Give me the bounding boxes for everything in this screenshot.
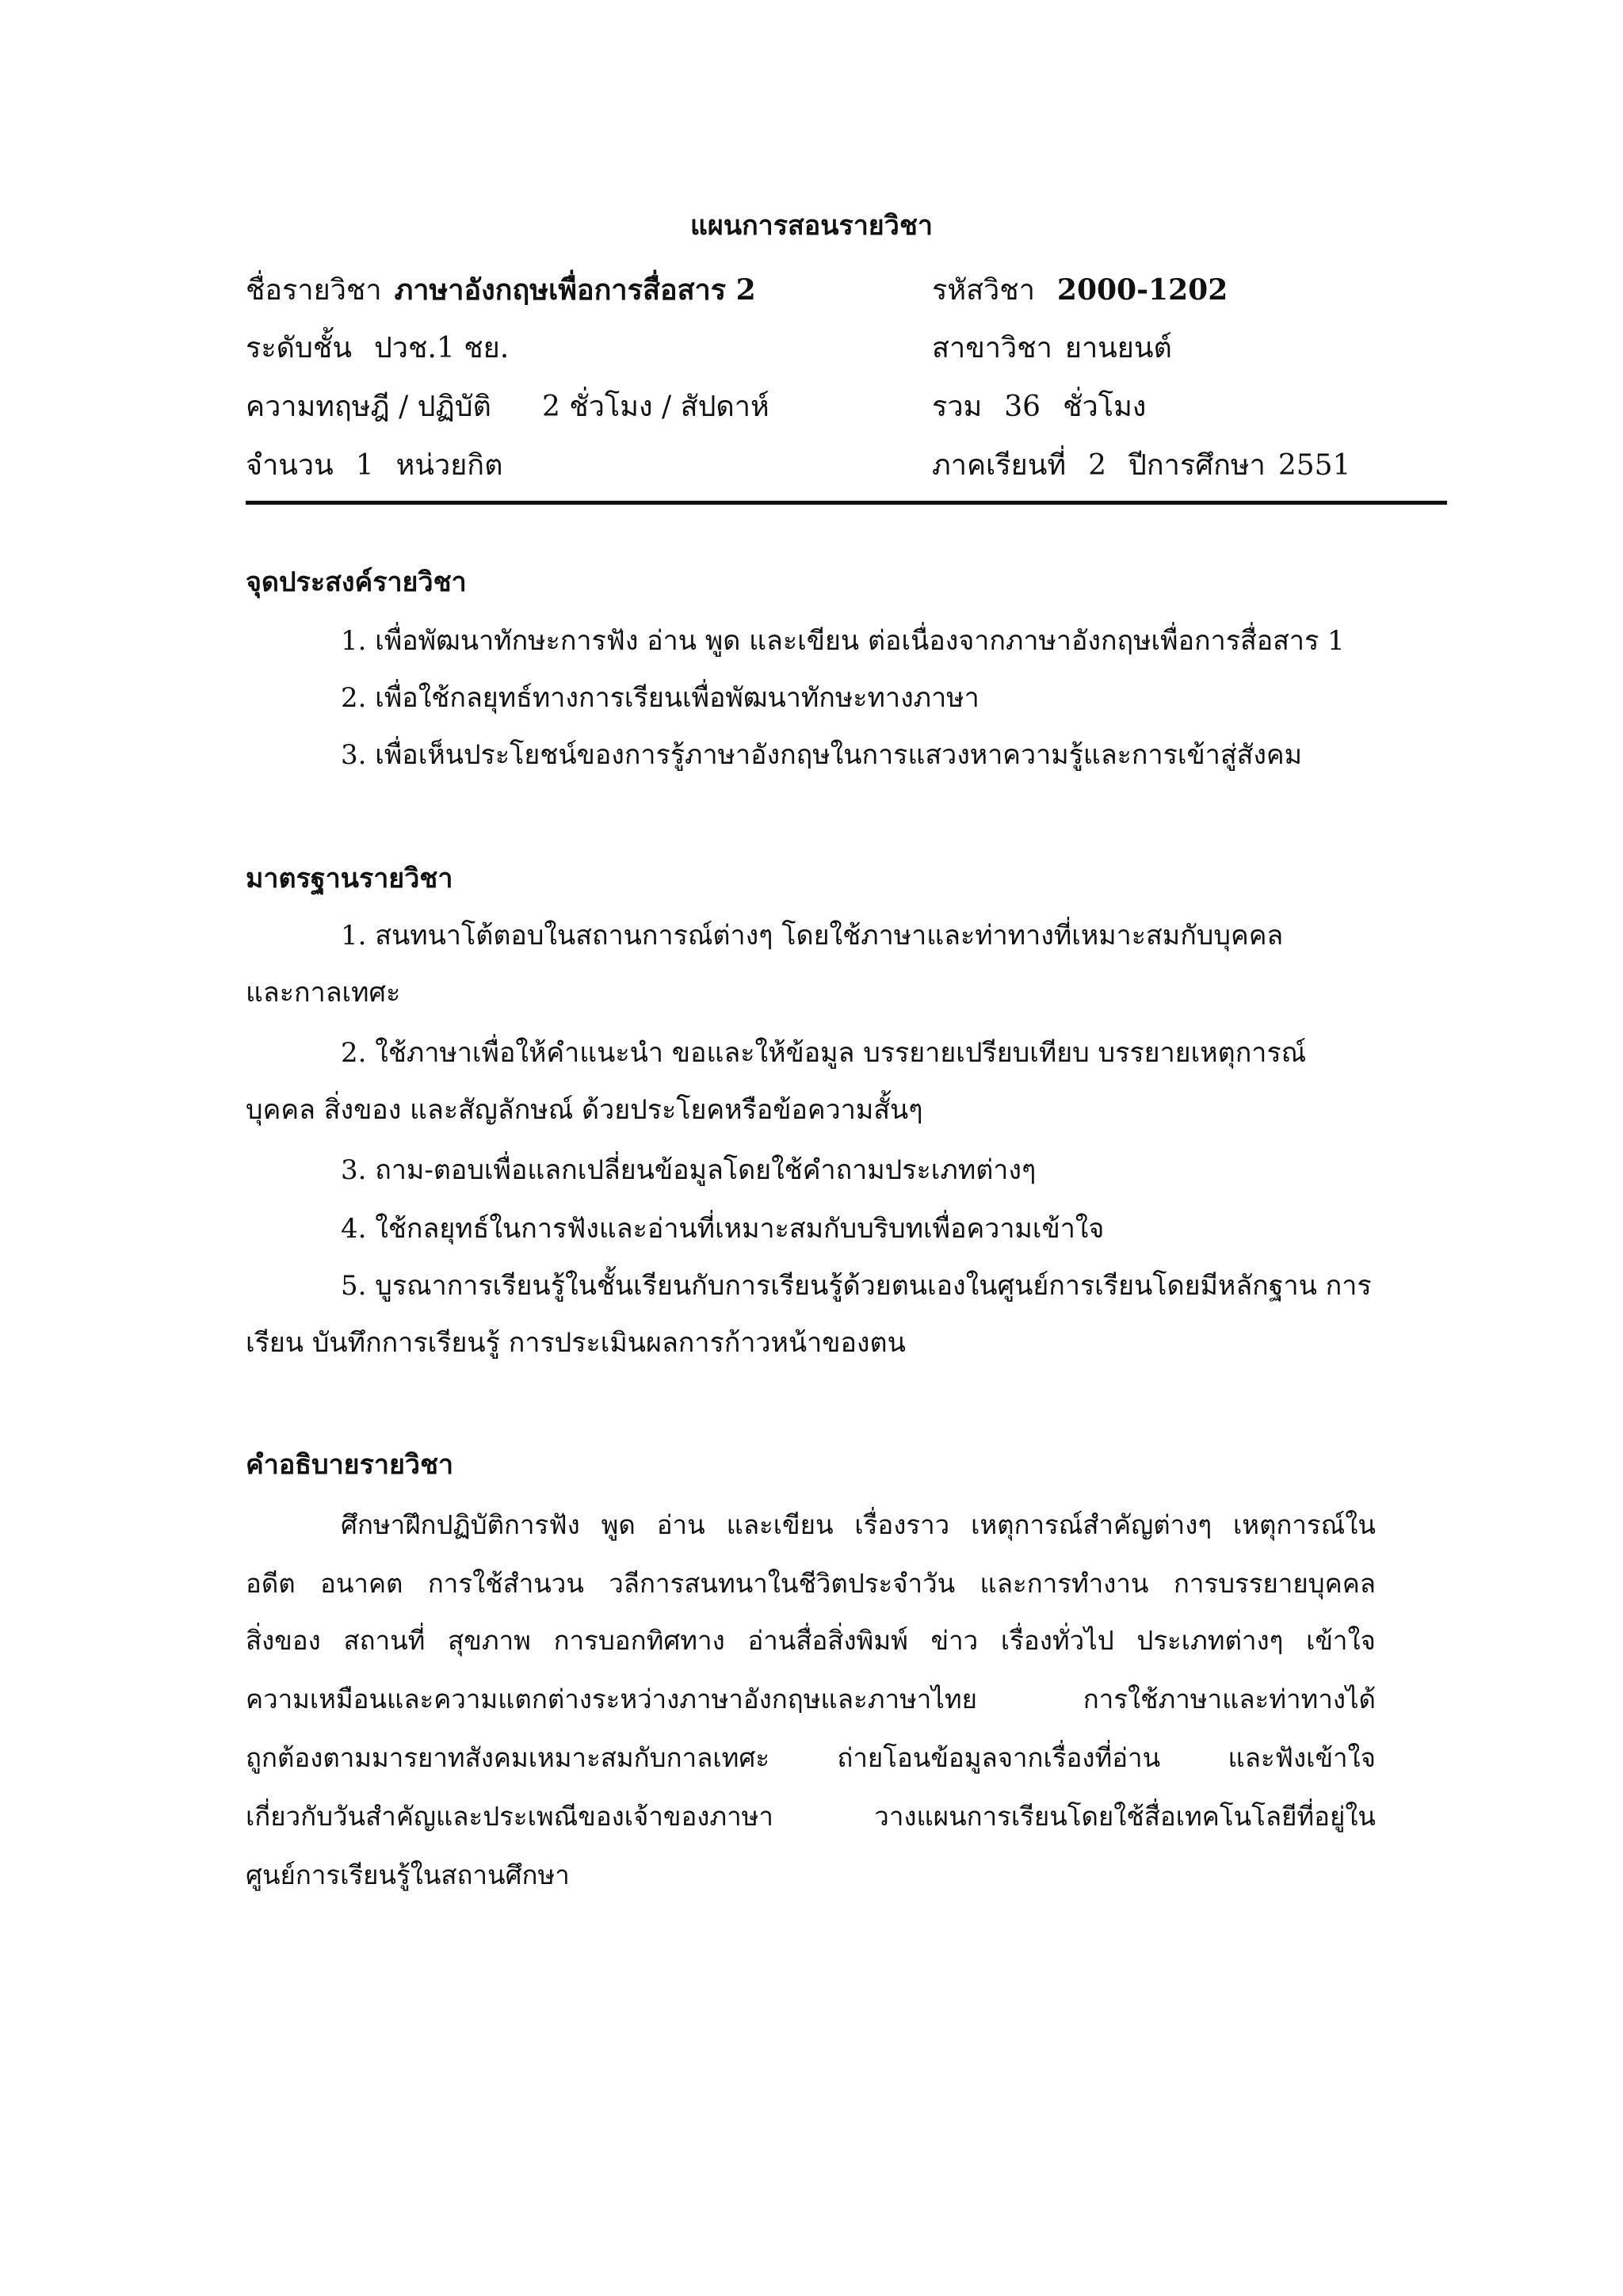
hours-field <box>246 385 769 429</box>
major-label: สาขาวิชา <box>932 332 1052 364</box>
year-value: 2551 <box>1277 449 1351 482</box>
description-word: วลีการสนทนาในชีวิตประจำวัน <box>609 1568 956 1599</box>
standard-item: 5. บูรณาการเรียนรู้ในชั้นเรียนกับการเรียนรู้ด้วยตนเองในศูนย์การเรียนโดยมีหลักฐาน การ <box>341 1270 1372 1302</box>
description-word: การใช้ภาษาและท่าทางได้ <box>1083 1684 1376 1714</box>
description-word: และการทำงาน <box>980 1568 1149 1599</box>
description-word: ความเหมือนและความแตกต่างระหว่างภาษาอังกฤษและภาษาไทย <box>246 1684 977 1714</box>
info-row-hours <box>246 385 1450 429</box>
description-line <box>246 1795 1376 1838</box>
description-word: เหตุการณ์ใน <box>1232 1509 1376 1540</box>
description-line <box>246 1619 1376 1662</box>
description-heading: คำอธิบายรายวิชา <box>246 1449 454 1481</box>
description-word: สิ่งของ <box>246 1625 321 1656</box>
major-field <box>932 326 1172 371</box>
semester-value: 2 <box>1088 449 1107 482</box>
semester-field <box>932 444 1350 488</box>
objective-item: 2. เพื่อใช้กลยุทธ์ทางการเรียนเพื่อพัฒนาทักษะทางภาษา <box>341 682 980 714</box>
description-word: สุขภาพ <box>448 1625 531 1656</box>
objective-item: 1. เพื่อพัฒนาทักษะการฟัง อ่าน พูด และเขียน ต่อเนื่องจากภาษาอังกฤษเพื่อการสื่อสาร 1 <box>341 625 1345 657</box>
standard-item-continuation: เรียน บันทึกการเรียนรู้ การประเมินผลการก้าวหน้าของตน <box>246 1327 906 1359</box>
total-label: รวม <box>932 391 983 423</box>
course-code-label: รหัสวิชา <box>932 274 1035 307</box>
description-word: การใช้สำนวน <box>427 1568 584 1599</box>
description-word: เรื่องทั่วไป <box>1000 1625 1114 1656</box>
standard-item-continuation: บุคคล สิ่งของ และสัญลักษณ์ ด้วยประโยคหรือข้อความสั้นๆ <box>246 1094 923 1126</box>
standard-item: 1. สนทนาโต้ตอบในสถานการณ์ต่างๆ โดยใช้ภาษาและท่าทางที่เหมาะสมกับบุคคล <box>341 920 1284 952</box>
level-label: ระดับชั้น <box>246 332 352 364</box>
major-value: ยานยนต์ <box>1064 332 1172 364</box>
description-word: ถูกต้องตามมารยาทสังคมเหมาะสมกับกาลเทศะ <box>246 1742 770 1773</box>
document-title: แผนการสอนรายวิชา <box>690 210 933 242</box>
total-value: 36 <box>1004 391 1041 423</box>
standard-item: 3. ถาม-ตอบเพื่อแลกเปลี่ยนข้อมูลโดยใช้คำถามประเภทต่างๆ <box>341 1154 1037 1186</box>
description-word: ถ่ายโอนข้อมูลจากเรื่องที่อ่าน <box>837 1742 1161 1773</box>
info-row-credits <box>246 444 1450 488</box>
description-last-line: ศูนย์การเรียนรู้ในสถานศึกษา <box>246 1859 570 1890</box>
description-word: วางแผนการเรียนโดยใช้สื่อเทคโนโลยีที่อยู่ใน <box>874 1801 1376 1832</box>
description-word: การบรรยายบุคคล <box>1173 1568 1376 1599</box>
standard-item: 2. ใช้ภาษาเพื่อให้คำแนะนำ ขอและให้ข้อมูล บรรยายเปรียบเทียบ บรรยายเหตุการณ์ <box>341 1037 1307 1069</box>
description-word: ข่าว <box>930 1625 979 1656</box>
description-word: การบอกทิศทาง <box>553 1625 725 1656</box>
course-code-field <box>932 268 1228 313</box>
hours-label: ความทฤษฎี / ปฏิบัติ <box>246 391 491 423</box>
standards-heading: มาตรฐานรายวิชา <box>246 863 453 894</box>
standard-item: 4. ใช้กลยุทธ์ในการฟังและอ่านที่เหมาะสมกับบริบทเพื่อความเข้าใจ <box>341 1213 1105 1245</box>
description-word: เรื่องราว <box>854 1509 950 1540</box>
description-line <box>246 1737 1376 1779</box>
description-line <box>341 1504 1376 1547</box>
description-word: อนาคต <box>320 1568 403 1599</box>
semester-label: ภาคเรียนที่ <box>932 449 1067 482</box>
description-word: เหตุการณ์สำคัญต่างๆ <box>971 1509 1212 1540</box>
year-label: ปีการศึกษา <box>1128 449 1266 482</box>
hours-value: 2 ชั่วโมง / สัปดาห์ <box>541 391 769 423</box>
objective-item: 3. เพื่อเห็นประโยชน์ของการรู้ภาษาอังกฤษในการแสวงหาความรู้และการเข้าสู่สังคม <box>341 739 1303 771</box>
description-line <box>246 1562 1376 1605</box>
info-row-level <box>246 326 1450 371</box>
credits-value: 1 <box>355 449 374 482</box>
level-value: ปวช.1 ชย. <box>373 332 510 364</box>
credits-label: จำนวน <box>246 449 334 482</box>
credits-field <box>246 444 502 488</box>
description-word: ศึกษาฝึกปฏิบัติการฟัง <box>341 1509 580 1540</box>
total-field <box>932 385 1146 429</box>
course-name-field <box>246 268 756 313</box>
course-code-value: 2000-1202 <box>1056 273 1228 307</box>
description-word: และเขียน <box>726 1509 834 1540</box>
description-word: สถานที่ <box>343 1625 426 1656</box>
level-field <box>246 326 509 371</box>
description-word: ประเภทต่างๆ <box>1136 1625 1284 1656</box>
description-word: อ่าน <box>656 1509 705 1540</box>
description-word: เกี่ยวกับวันสำคัญและประเพณีของเจ้าของภาษา <box>246 1801 773 1832</box>
info-row-course <box>246 268 1450 312</box>
description-word: อ่านสื่อสิ่งพิมพ์ <box>747 1625 908 1656</box>
course-name-value: ภาษาอังกฤษเพื่อการสื่อสาร 2 <box>394 273 756 307</box>
standard-item-continuation: และกาลเทศะ <box>246 977 401 1009</box>
description-word: อดีต <box>246 1568 296 1599</box>
credits-unit: หน่วยกิต <box>395 449 503 482</box>
description-line <box>246 1678 1376 1721</box>
course-name-label: ชื่อรายวิชา <box>246 274 382 307</box>
header-divider <box>246 501 1447 505</box>
description-word: พูด <box>601 1509 636 1540</box>
description-word: และฟังเข้าใจ <box>1228 1742 1376 1773</box>
total-unit: ชั่วโมง <box>1063 391 1147 423</box>
description-word: เข้าใจ <box>1306 1625 1376 1656</box>
objectives-heading: จุดประสงค์รายวิชา <box>246 566 467 598</box>
